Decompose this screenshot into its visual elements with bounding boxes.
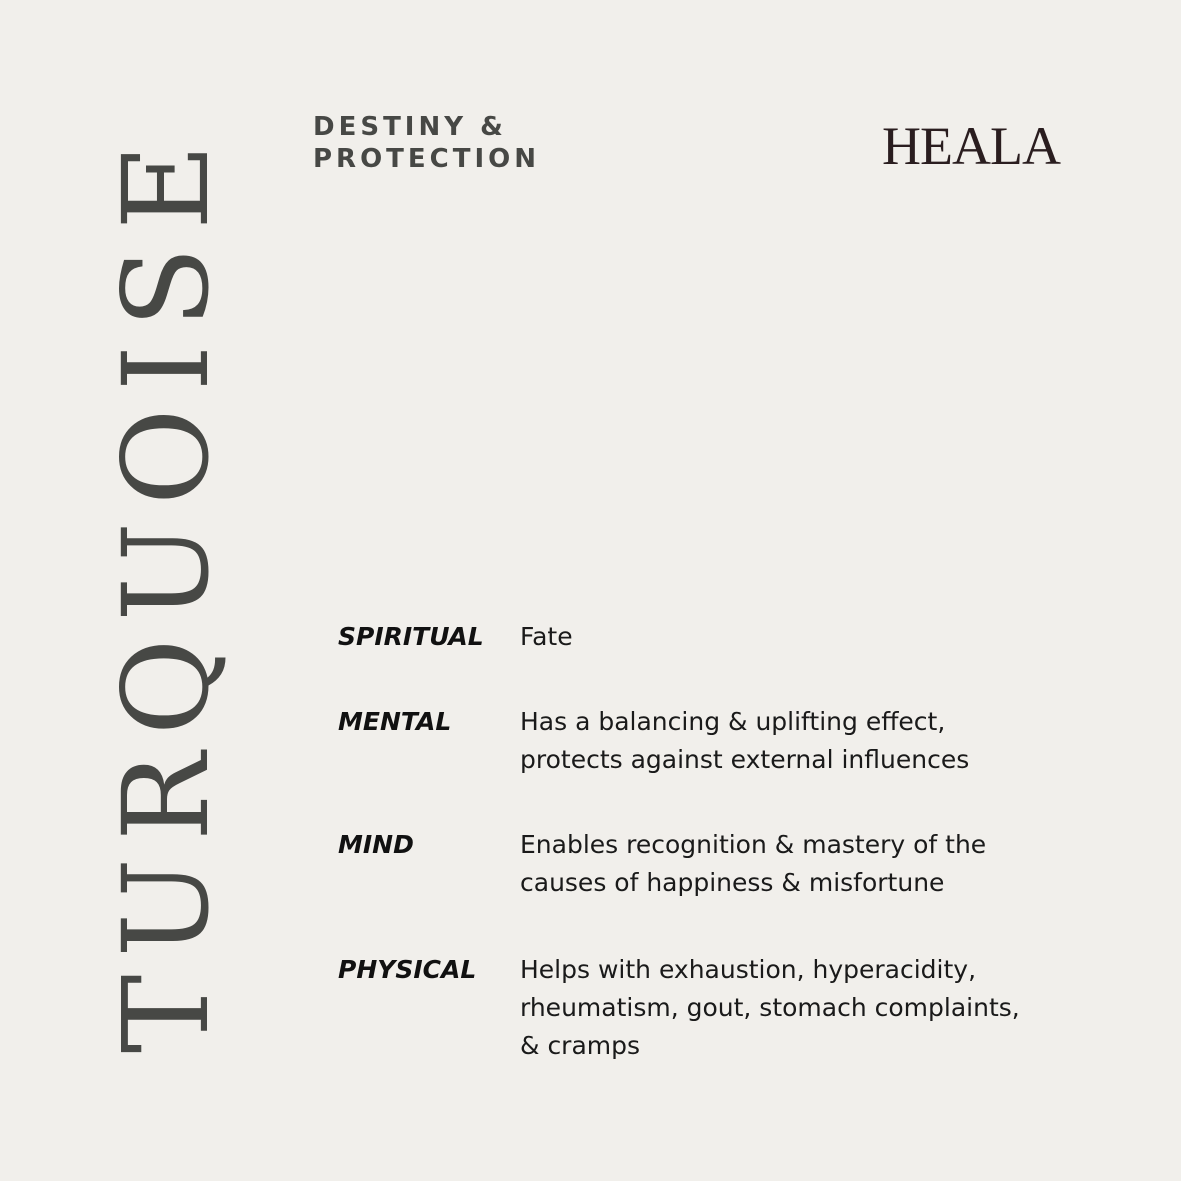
property-value — [520, 826, 1060, 902]
property-value-line: Enables recognition & mastery of the — [520, 830, 987, 859]
stone-name-vertical-title: TURQUOISE — [97, 126, 235, 1054]
property-label: MENTAL — [338, 707, 452, 736]
property-value — [520, 703, 1060, 779]
property-label: MIND — [338, 830, 414, 859]
property-label: SPIRITUAL — [338, 622, 484, 651]
property-value-line: rheumatism, gout, stomach complaints, — [520, 993, 1020, 1022]
property-value-line: protects against external influences — [520, 745, 970, 774]
subtitle-line-1: DESTINY & — [313, 112, 507, 142]
property-value — [520, 951, 1060, 1065]
subtitle-line-2: PROTECTION — [313, 144, 541, 174]
property-value — [520, 618, 1060, 656]
property-label: PHYSICAL — [338, 955, 477, 984]
property-value-line: Helps with exhaustion, hyperacidity, — [520, 955, 977, 984]
stone-name-container — [96, 115, 236, 1065]
brand-logo: HEALA — [882, 116, 1060, 176]
property-value-line: Has a balancing & uplifting effect, — [520, 707, 946, 736]
stone-subtitle — [313, 111, 540, 175]
property-value-line: & cramps — [520, 1031, 641, 1060]
property-value-line: Fate — [520, 622, 573, 651]
property-value-line: causes of happiness & misfortune — [520, 868, 945, 897]
